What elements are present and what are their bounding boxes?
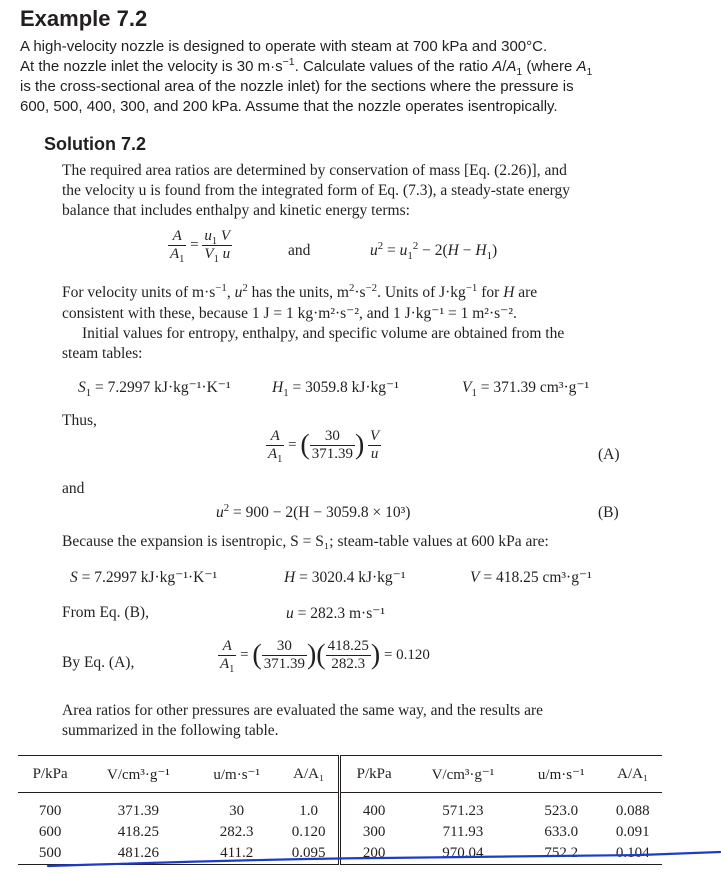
table-cell: 300 [362, 824, 386, 840]
isentropic-line: Because the expansion is isentropic, S = S₁; steam-table values at 600 kPa are: [62, 533, 549, 550]
problem-line-4: 600, 500, 400, 300, and 200 kPa. Assume that the nozzle operates isentropically. [20, 98, 558, 115]
ratio-result: = 0.120 [383, 646, 430, 663]
equation-a-label: (A) [598, 446, 620, 463]
table-cell: 711.93 [442, 824, 484, 840]
table-cell: 0.104 [603, 843, 662, 865]
initial-h1: $H_1 = 3059.8$ kJ·kg⁻¹ [272, 379, 399, 400]
handwritten-underline [0, 845, 721, 873]
intro-line-1: The required area ratios are determined by conservation of mass [Eq. (2.26)], and [62, 162, 567, 179]
table-cell: 700 [38, 803, 62, 819]
initial-s1: $S_1 = 7.2997$ kJ·kg⁻¹·K⁻¹ [78, 379, 231, 400]
units-line-1: For velocity units of $m\cdot s^{-1}$, $u^2$ has the units, $m^2\cdot s^{-2}$. Units of $J\cdot kg^{-1}$ for H are [62, 281, 538, 301]
problem-line-2-text: At the nozzle inlet the velocity is 30 m·s [20, 58, 283, 75]
table-row [18, 822, 662, 843]
equation-b: $u^2 = 900 - 2(H - 3059.8 \times 10^3)$ [216, 501, 411, 521]
problem-line-1: A high-velocity nozzle is designed to operate with steam at 700 kPa and 300°C. [20, 38, 548, 55]
table-cell: 970.04 [407, 843, 519, 865]
summary-line-2: summarized in the following table. [62, 722, 279, 739]
and-word-2: and [62, 480, 85, 497]
u-result-value: = 282.3 m·s⁻¹ [297, 605, 386, 622]
initial-s1-value: = 7.2997 kJ·kg⁻¹·K⁻¹ [95, 379, 231, 396]
equation-a: $\frac{A}{A_1}$ = ( $\frac{30}{371.39}$ ) $\frac{V}{u}$ [268, 428, 380, 465]
from-eq-b: From Eq. (B), [62, 604, 149, 621]
problem-line-3: is the cross-sectional area of the nozzle inlet) for the sections where the pressure is [20, 78, 574, 95]
header-volume-1: V/cm³·g⁻¹ [82, 756, 194, 793]
table-row [18, 793, 662, 823]
intro-line-3: balance that includes enthalpy and kinetic energy terms: [62, 202, 410, 219]
table-header-row [18, 756, 662, 793]
area-ratio-equation: $\frac{A}{A_1}$ = $\frac{u_1 V}{V_1 u}$ [170, 228, 231, 265]
header-pressure-1: P/kPa [18, 756, 82, 793]
header-pressure-2: P/kPa [340, 756, 407, 793]
problem-line-2: At the nozzle inlet the velocity is 30 $m\cdot s^{-1}$. Calculate values of the ratio $A/A_1$ (where $A_1$ [20, 56, 593, 78]
initial-v1-value: = 371.39 cm³·g⁻¹ [480, 379, 590, 396]
underline-stroke [48, 852, 720, 866]
table-cell: 371.39 [117, 803, 159, 819]
table-cell: 0.091 [615, 824, 650, 840]
equation-b-label: (B) [598, 504, 619, 521]
table-cell: 0.088 [615, 803, 650, 819]
example-title: Example 7.2 [20, 6, 148, 31]
value-v-600-text: = 418.25 cm³·g⁻¹ [483, 569, 592, 586]
initial-v1: $V_1 = 371.39$ cm³·g⁻¹ [462, 379, 590, 400]
table-cell: 571.23 [442, 803, 484, 819]
table-cell: 481.26 [82, 843, 194, 865]
table-cell: 200 [340, 843, 407, 865]
by-eq-a: By Eq. (A), [62, 654, 135, 671]
table-cell: 633.0 [544, 824, 579, 840]
table-cell: 0.095 [279, 843, 340, 865]
header-volume-2: V/cm³·g⁻¹ [407, 756, 519, 793]
and-word-1: and [288, 242, 311, 259]
thus-word: Thus, [62, 412, 97, 429]
table-cell: 411.2 [195, 843, 279, 865]
value-s-600-text: = 7.2997 kJ·kg⁻¹·K⁻¹ [81, 569, 218, 586]
equation-b-text: = 900 − 2(H − 3059.8 × 10³) [233, 504, 411, 521]
value-h-600: H = 3020.4 kJ·kg⁻¹ [284, 569, 406, 586]
header-velocity-2: u/m·s⁻¹ [519, 756, 603, 793]
table-cell: 600 [38, 824, 62, 840]
table-cell: 400 [362, 803, 386, 819]
table-cell: 418.25 [117, 824, 159, 840]
units-line-2: consistent with these, because 1 J = 1 kg·m²·s⁻², and 1 J·kg⁻¹ = 1 m²·s⁻². [62, 305, 517, 322]
solution-title: Solution 7.2 [44, 134, 147, 154]
table-cell: 282.3 [219, 824, 254, 840]
table-cell: 1.0 [279, 793, 340, 823]
value-h-600-text: = 3020.4 kJ·kg⁻¹ [299, 569, 406, 586]
summary-line-1: Area ratios for other pressures are evaluated the same way, and the results are [62, 702, 544, 719]
value-v-600: V = 418.25 cm³·g⁻¹ [470, 569, 592, 586]
header-velocity-1: u/m·s⁻¹ [195, 756, 279, 793]
initial-h1-value: = 3059.8 kJ·kg⁻¹ [292, 379, 399, 396]
header-area-ratio-1: A/A₁ [279, 756, 340, 793]
intro-line-2: the velocity u is found from the integrated form of Eq. (7.3), a steady-state energy [62, 182, 571, 199]
table-cell: 500 [18, 843, 82, 865]
ratio-equation: $\frac{A}{A_1}$ = ( $\frac{30}{371.39}$ )( $\frac{418.25}{282.3}$ ) = 0.120 [220, 638, 430, 675]
table-cell: 0.120 [279, 822, 340, 843]
header-area-ratio-2: A/A₁ [603, 756, 662, 793]
units-line-3: Initial values for entropy, enthalpy, and specific volume are obtained from the [82, 325, 565, 342]
energy-equation: $u^2 = u_1^2 - 2(H - H_1)$ [370, 239, 498, 263]
table-cell: 523.0 [544, 803, 579, 819]
value-s-600: S = 7.2997 kJ·kg⁻¹·K⁻¹ [70, 569, 218, 586]
units-line-4: steam tables: [62, 345, 143, 362]
table-cell: 752.2 [519, 843, 603, 865]
table-cell: 30 [229, 803, 245, 819]
u-result: u = 282.3 m·s⁻¹ [286, 605, 386, 622]
